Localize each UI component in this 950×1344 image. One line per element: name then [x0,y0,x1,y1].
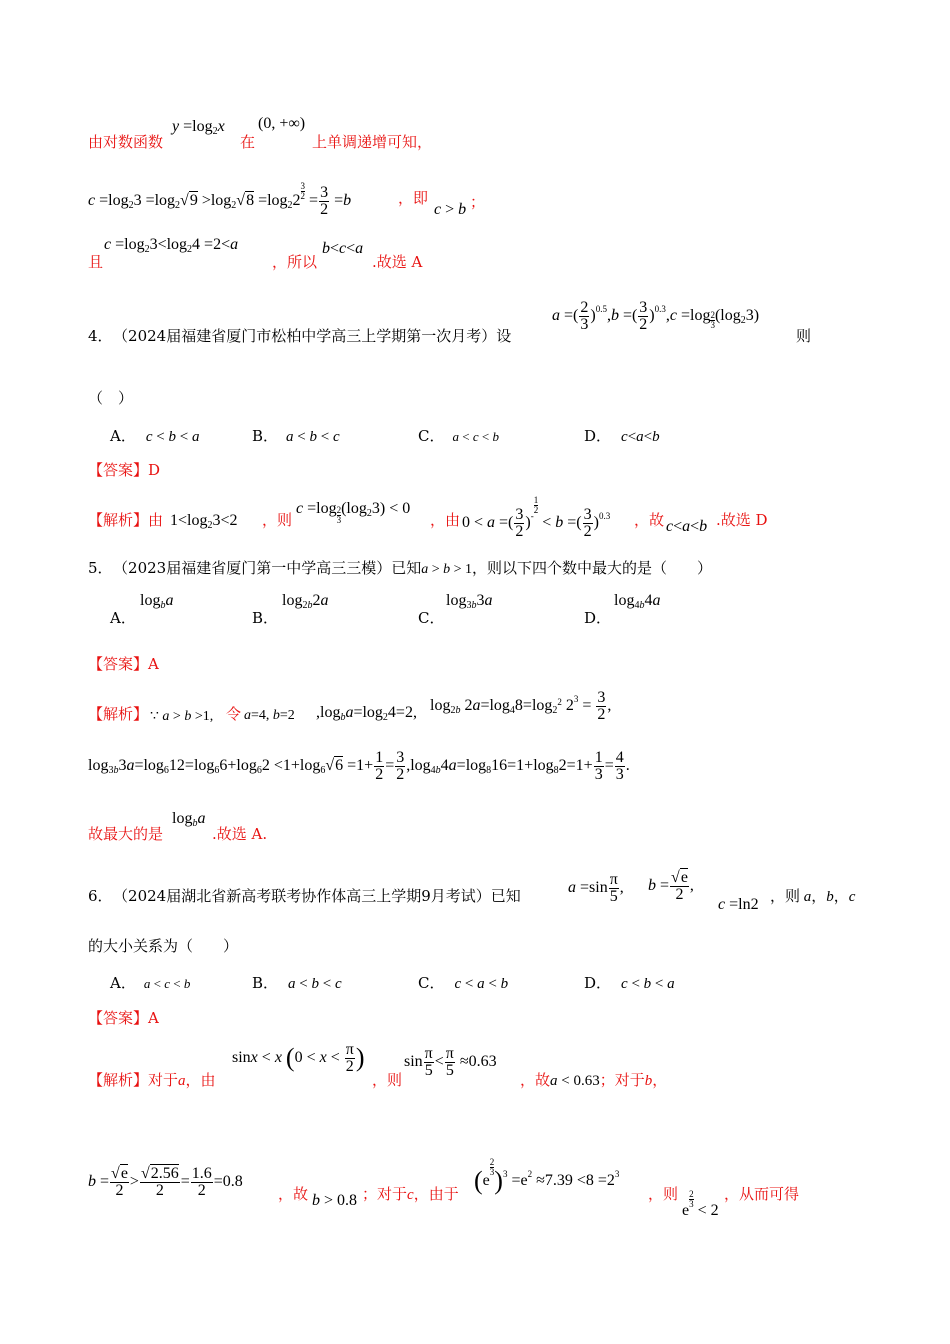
q5-math-log-a: $,\log_ba=\log_24=2$, [316,704,417,723]
q5-stem: 5． （2023届福建省厦门第一中学高三三模）已知a > b > 1，则以下四个数中最大的是（ ） [88,559,713,577]
q6-analysis-label: 【解析】 [88,1071,149,1089]
q5-option-d[interactable]: D． [584,609,612,627]
q4-math-c-neg: c =log $\frac{2}{3}$ $(\log_23) < 0$ [296,500,411,525]
q4-math-a-b: 0 < a =( $\frac{3}{2}$ )$^{- \frac{1}{2}}$ < b =( $\frac{3}{2}$ )$^{0.3}$ [462,495,611,540]
q5-math-log-c-d: $\log_{3b}3a=\log_612=\log_66+\log_62 <1+\log_6√6 =1+$ $\frac{1}{2}$ = $\frac{3}{2}$ $,\log_{4b}4a=\log_816=1+\log_82=1+$ $\frac{1}{3}$ = $\frac{4}{3}$ . [88,749,630,783]
q3-text-then: ，即 [398,189,429,207]
q4-tail: 则 [796,327,812,345]
q3-text-c: 上单调递增可知， [312,133,433,151]
q4-analysis-c: ，由 [430,511,461,529]
q6-line2-d: ，则 [648,1185,679,1203]
q6-math-b-gt: b > 0.8 [312,1192,358,1209]
q6-math-e-lt-2: e $\frac{2}{3}$ < 2 [682,1189,719,1219]
q5-conclusion-b: .故选 A. [212,825,268,843]
q5-conclusion-a: 故最大的是 [88,825,164,843]
q4-source: （2024届福建省厦门市松柏中学高三上学期第一次月考）设 [120,327,512,345]
q6-math-estimate: sin $\frac{\pi}{5}$ < $\frac{\pi}{5}$ ≈0.63 [404,1045,497,1079]
q4-math-definitions: a =( $\frac{2}{3}$ )$^{0.5}$,b =( $\frac{3}{2}$ )$^{0.3}$,c =log $_{\frac{2}{3}}$ $(\log_23)$ [552,299,760,333]
q6-source: （2024届湖北省新高考联考协作体高三上学期9月考试）已知 [120,887,521,905]
q6-number: 6． [88,887,113,905]
q4-option-d[interactable]: D． c<a<b [584,427,660,445]
q5-option-a-math: $\log_ba$ [140,592,174,611]
q5-option-b[interactable]: B． [252,609,279,627]
q5-analysis-label: 【解析】 [88,705,149,723]
q6-analysis-d: ，故a < 0.63；对于b， [520,1071,668,1089]
q3-math-c-gt-b: c > b [434,201,467,218]
q6-math-e-cube: (e $\frac{2}{3}$ )$^3 =e^2 \approx 7.39 <8 =2^3$ [474,1157,620,1195]
q3-math-chain: $c =\log_23 =\log_2√9 >\log_2√8 =\log_22$ $\frac{3}{2}$ = $\frac{3}{2}$ =b [88,181,352,218]
q4-math-range: $1<\log_23<2$ [170,512,238,531]
q3-text-a: 由对数函数 [88,133,164,151]
q5-math-given: ∵ a > b >1, [150,709,214,724]
q3-text-and: 且 [88,253,104,271]
q3-math-chain-2: $c =\log_23<\log_24 =2<a$ [104,236,239,255]
q5-math-log-b: $\log_{2b} 2a=\log_48=\log_{2^2}$ $2^3$ = $\frac{3}{2}$ , [430,689,612,723]
q5-tail: ，则以下四个数中最大的是（ ） [472,559,713,577]
q4-math-order: c<a<b [666,518,708,535]
q3-math-log-function: $y =\log_2x$ [172,118,225,137]
q4-analysis-b: ，则 [262,511,293,529]
q4-option-a[interactable]: A． c < b < a [110,427,200,445]
q5-option-d-math: $\log_{4b}4a$ [614,592,661,611]
q4-analysis-label: 【解析】 [88,511,149,529]
q6-answer: 【答案】A [88,1009,159,1027]
q6-tail2: 的大小关系为（ ） [88,937,239,955]
q6-analysis-c: ，则 [372,1071,403,1089]
q4-option-b[interactable]: B． a < b < c [252,427,340,445]
q5-option-c-math: $\log_{3b}3a$ [446,592,493,611]
q3-text-b: 在 [240,133,256,151]
q6-line2-e: ，从而可得 [724,1185,800,1203]
q4-stem [88,326,511,346]
q5-math-values: a=4, b=2 [244,708,295,723]
q6-option-a[interactable]: A． a < c < b [110,974,191,992]
q5-answer: 【答案】A [88,655,159,673]
q3-math-interval: (0, +∞) [258,115,306,132]
q4-answer: 【答案】D [88,461,161,479]
q3-math-order: b<c<a [322,240,364,257]
q5-source: （2023届福建省厦门第一中学高三三模）已知 [120,559,422,577]
q5-option-a[interactable]: A． [110,609,136,627]
q6-line2-a: ，故 [278,1185,309,1203]
q4-analysis: 【解析】由 [88,511,164,529]
q5-option-c[interactable]: C． [418,609,445,627]
q3-text-semicolon: ； [470,193,486,211]
q5-analysis-let: 令 [226,705,242,723]
q4-option-c[interactable]: C． a < c < b [418,427,499,445]
q3-solution-line-1 [88,132,163,152]
q5-option-b-math: $\log_{2b}2a$ [282,592,329,611]
q6-option-d[interactable]: D． c < b < a [584,974,675,992]
q4-analysis-d: ，故 [634,511,665,529]
q5-number: 5． [88,559,113,577]
q4-analysis-e: .故选 D [716,511,768,529]
q6-stem [88,886,521,906]
q6-analysis: 【解析】对于a，由 [88,1071,216,1089]
q6-math-c: c =ln2 [718,896,759,913]
q4-number: 4． [88,327,113,345]
q3-text-so: ，所以 [272,253,318,271]
q6-option-c[interactable]: C． c < a < b [418,974,509,992]
q6-option-b[interactable]: B． a < b < c [252,974,342,992]
q5-conclusion-math: $\log_ba$ [172,810,206,829]
q3-text-choose: .故选 A [372,253,423,271]
q4-paren: （ ） [88,389,134,407]
q6-math-sin-ineq: sinx < x (0 < x < $\frac{\pi}{2}$ ) [232,1041,365,1075]
q6-math-b: b = $\frac{√e}{2}$ , [648,869,694,903]
q6-tail: ，则 a，b，c [770,887,856,905]
q6-math-b-estimate: b = $\frac{√e}{2}$ > $\frac{√2.56}{2}$ = $\frac{1.6}{2}$ =0.8 [88,1165,243,1199]
q6-line2-b: ；对于c，由于 [362,1185,459,1203]
q6-math-a: a =sin $\frac{\pi}{5}$ , [568,871,624,905]
